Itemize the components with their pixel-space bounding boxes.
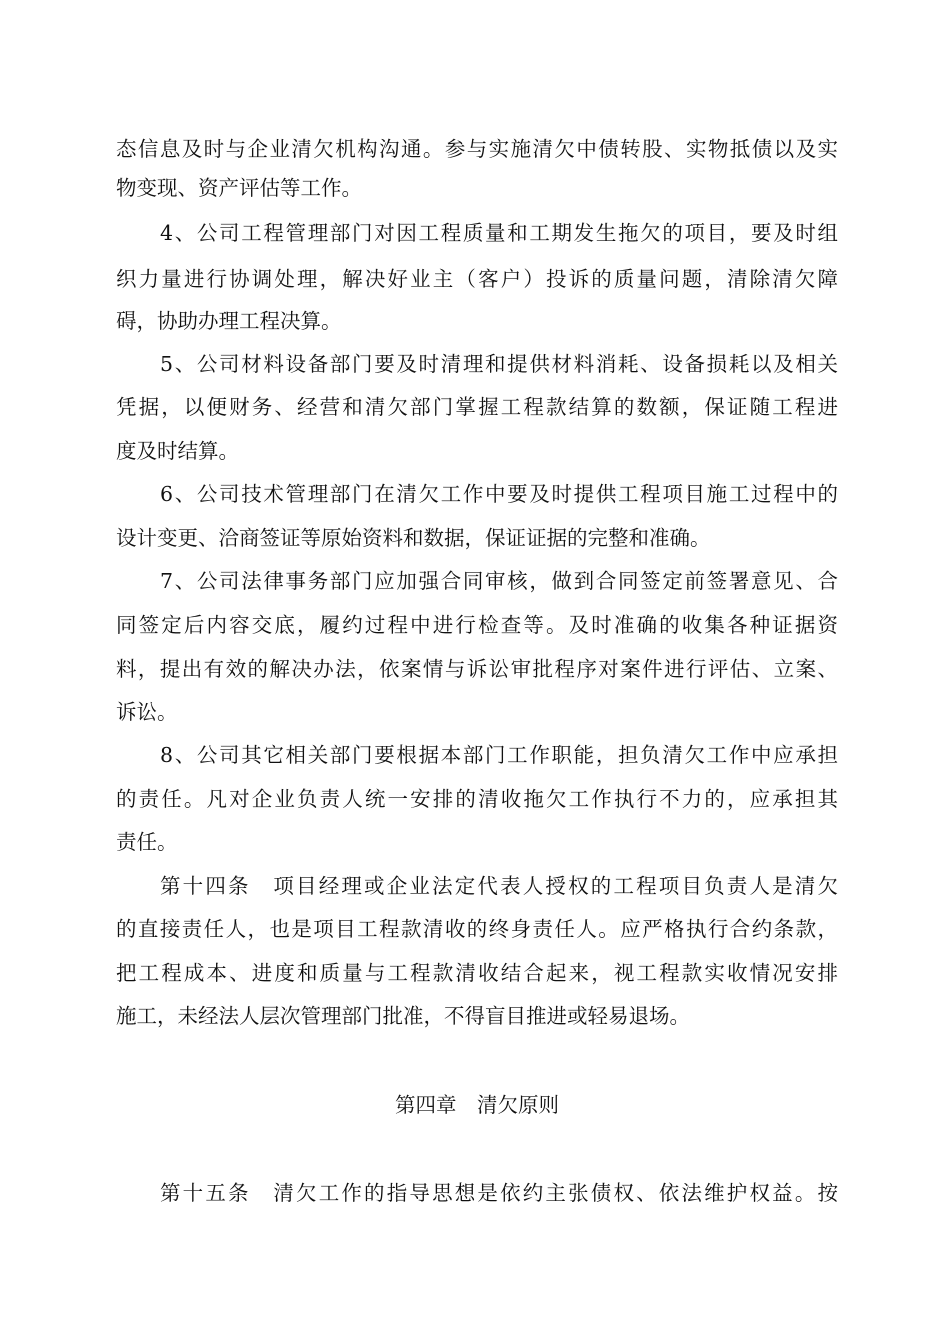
paragraph-line: 4、公司工程管理部门对因工程质量和工期发生拖欠的项目，要及时组 (160, 221, 838, 245)
text-line: 碍，协助办理工程决算。 (116, 309, 342, 333)
text-line: 物变现、资产评估等工作。 (116, 176, 362, 200)
paragraph-line: 8、公司其它相关部门要根据本部门工作职能，担负清欠工作中应承担 (160, 743, 838, 767)
article-line: 第十四条 项目经理或企业法定代表人授权的工程项目负责人是清欠 (160, 874, 838, 898)
text-line: 把工程成本、进度和质量与工程款清收结合起来，视工程款实收情况安排 (116, 961, 838, 985)
text-line: 责任。 (116, 830, 178, 854)
text-line: 的责任。凡对企业负责人统一安排的清收拖欠工作执行不力的，应承担其 (116, 787, 838, 811)
text-line: 态信息及时与企业清欠机构沟通。参与实施清欠中债转股、实物抵债以及实 (116, 137, 838, 161)
paragraph-line: 6、公司技术管理部门在清欠工作中要及时提供工程项目施工过程中的 (160, 482, 838, 506)
text-line: 施工，未经法人层次管理部门批准，不得盲目推进或轻易退场。 (116, 1004, 690, 1028)
text-line: 织力量进行协调处理，解决好业主（客户）投诉的质量问题，清除清欠障 (116, 267, 838, 291)
text-line: 设计变更、洽商签证等原始资料和数据，保证证据的完整和准确。 (116, 526, 711, 550)
article-line: 第十五条 清欠工作的指导思想是依约主张债权、依法维护权益。按 (160, 1181, 838, 1205)
text-line: 凭据，以便财务、经营和清欠部门掌握工程款结算的数额，保证随工程进 (116, 395, 838, 419)
text-line: 度及时结算。 (116, 439, 239, 463)
paragraph-line: 7、公司法律事务部门应加强合同审核，做到合同签定前签署意见、合 (160, 569, 838, 593)
text-line: 的直接责任人，也是项目工程款清收的终身责任人。应严格执行合约条款， (116, 917, 838, 941)
text-line: 同签定后内容交底，履约过程中进行检查等。及时准确的收集各种证据资 (116, 613, 838, 637)
paragraph-line: 5、公司材料设备部门要及时清理和提供材料消耗、设备损耗以及相关 (160, 352, 838, 376)
chapter-heading: 第四章 清欠原则 (395, 1093, 559, 1117)
text-line: 料，提出有效的解决办法，依案情与诉讼审批程序对案件进行评估、立案、 (116, 657, 838, 681)
text-line: 诉讼。 (116, 700, 178, 724)
